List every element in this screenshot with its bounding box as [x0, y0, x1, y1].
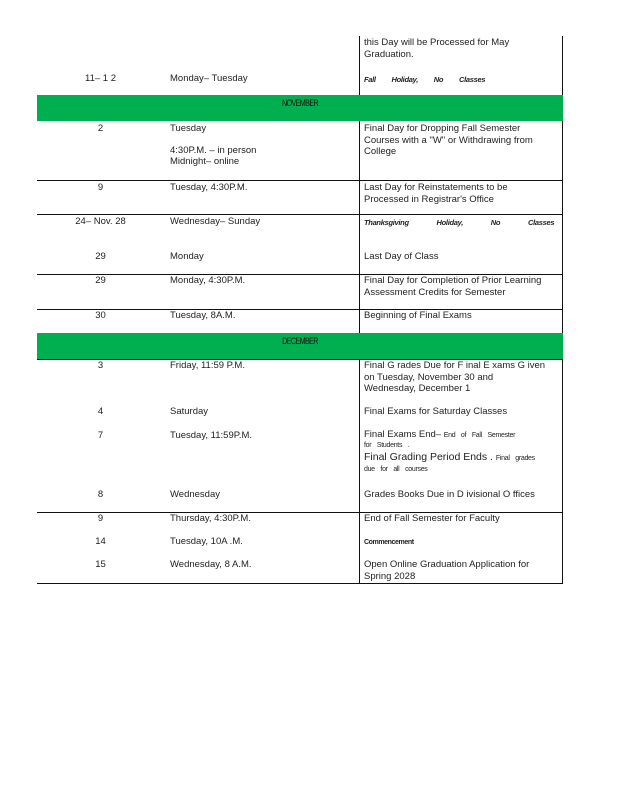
month-header-december: [37, 333, 563, 359]
date-cell: 30: [95, 310, 106, 321]
event-line: due for all courses: [364, 466, 428, 473]
date-cell: 15: [95, 559, 106, 570]
day-cell: Monday: [170, 251, 204, 262]
event-line: Final Day for Completion of Prior Learning: [364, 275, 542, 286]
date-cell: 14: [95, 536, 106, 547]
event-cell: Grades Books Due in D ivisional O ffices: [364, 489, 535, 500]
date-cell: 29: [95, 251, 106, 262]
date-cell: 2: [97, 123, 104, 134]
event-line: Graduation.: [364, 48, 414, 60]
event-cell: Thanksgiving Holiday, No Classes: [364, 218, 555, 227]
event-line: [364, 451, 560, 465]
month-label: NOVEMBER: [281, 98, 319, 108]
event-line: Assessment Credits for Semester: [364, 286, 506, 298]
event-cell: End of Fall Semester for Faculty: [364, 513, 500, 524]
event-cell: Last Day of Class: [364, 251, 439, 262]
date-cell: 7: [97, 430, 104, 441]
date-cell: 9: [97, 513, 104, 524]
event-cell: [364, 275, 560, 298]
day-cell: Monday, 4:30P.M.: [170, 275, 246, 286]
event-cell: [364, 123, 560, 158]
day-cell: Tuesday, 11:59P.M.: [170, 430, 253, 441]
day-cell: Tuesday, 4:30P.M.: [170, 182, 248, 193]
event-line: for Students .: [364, 442, 410, 449]
event-cell: Beginning of Final Exams: [364, 310, 472, 321]
row-rule: [37, 180, 563, 181]
event-cell: [364, 360, 560, 395]
event-text-small: Final grades: [495, 455, 535, 462]
event-line: Final G rades Due for F inal E xams G iven: [364, 360, 546, 371]
date-cell: 3: [97, 360, 104, 371]
date-cell: 8: [97, 489, 104, 500]
day-cell: [170, 123, 355, 167]
event-line: Spring 2028: [364, 570, 416, 582]
date-cell: 11– 1 2: [85, 73, 116, 84]
event-line: on Tuesday, November 30 and: [364, 371, 494, 383]
day-cell: Monday– Tuesday: [170, 73, 248, 84]
event-line: Final Day for Dropping Fall Semester: [364, 123, 521, 134]
event-line: Open Online Graduation Application for: [364, 559, 530, 570]
month-header-november: [37, 95, 563, 121]
event-line: College: [364, 146, 397, 157]
column-divider: [359, 36, 360, 95]
date-cell: 29: [95, 275, 106, 286]
event-line: Processed in Registrar's Office: [364, 193, 494, 205]
event-text: Final Grading Period Ends .: [364, 451, 493, 463]
event-cell: Commencement: [364, 539, 414, 546]
month-label: DECEMBER: [282, 336, 318, 346]
date-cell: 24– Nov. 28: [75, 216, 126, 227]
day-cell: Tuesday, 8A.M.: [170, 310, 236, 321]
day-cell: Tuesday, 10A .M.: [170, 536, 243, 547]
event-line: this Day will be Processed for May: [364, 37, 510, 48]
table-right-border: [562, 359, 563, 584]
table-right-border: [562, 36, 563, 95]
day-line: Midnight– online: [170, 156, 240, 167]
day-cell: Saturday: [170, 406, 209, 417]
event-text-small: End of Fall Semester: [443, 432, 516, 439]
row-rule: [37, 214, 563, 215]
date-cell: 4: [97, 406, 104, 417]
day-line: 4:30P.M. – in person: [170, 145, 257, 156]
day-cell: Thursday, 4:30P.M.: [170, 513, 251, 524]
event-continuation: [364, 37, 560, 60]
event-line: [364, 430, 560, 441]
table-bottom-rule: [37, 583, 563, 584]
event-cell: [364, 430, 560, 475]
event-line: Courses with a "W" or Withdrawing from: [364, 134, 533, 146]
event-cell: Final Exams for Saturday Classes: [364, 406, 508, 417]
day-cell: Wednesday, 8 A.M.: [170, 559, 252, 570]
table-right-border: [562, 121, 563, 333]
column-divider: [359, 359, 360, 584]
column-divider: [359, 121, 360, 333]
day-cell: Wednesday: [170, 489, 220, 500]
event-cell: [364, 182, 560, 205]
event-cell: Fall Holiday, No Classes: [364, 75, 486, 84]
date-cell: 9: [97, 182, 104, 193]
event-line: Last Day for Reinstatements to be: [364, 182, 508, 193]
event-text: Final Exams End–: [364, 429, 442, 440]
day-line: Tuesday: [170, 123, 207, 134]
day-cell: Wednesday– Sunday: [170, 216, 261, 227]
day-cell: Friday, 11:59 P.M.: [170, 360, 245, 371]
event-cell: [364, 559, 560, 582]
event-line: Wednesday, December 1: [364, 383, 471, 394]
